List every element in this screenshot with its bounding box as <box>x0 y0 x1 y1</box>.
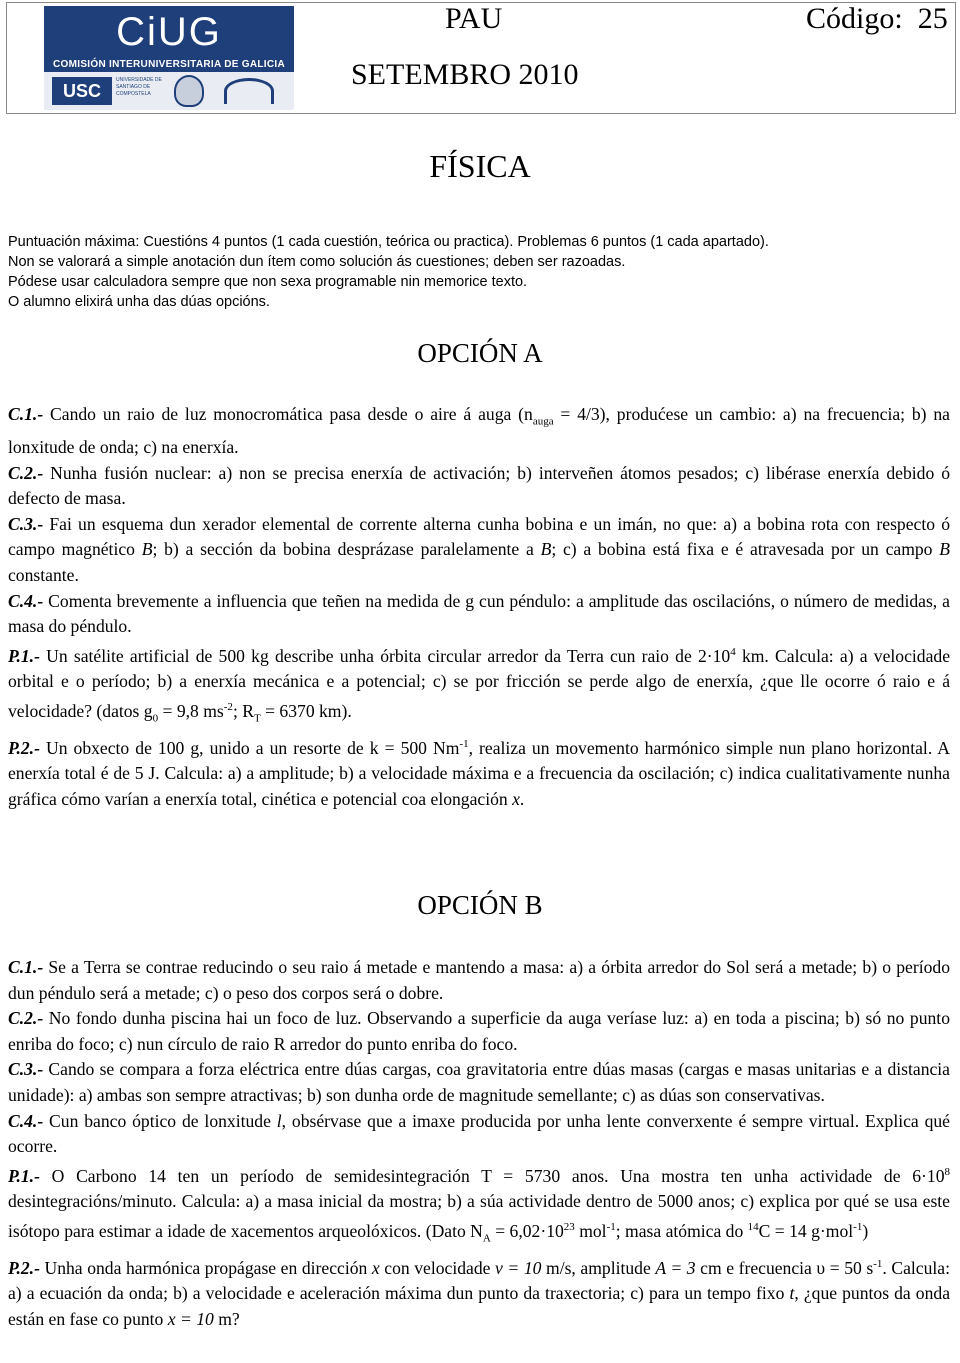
question-c3: C.3.- Fai un esquema dun xerador elemental de corrente alterna cunha bobina e un imán, no que: a) a bobina rota con respecto ó campo magnético B; b) a sección da bobina desprázase paralelamente a B; c) a bobina está fixa e é atravesada por un campo B constante. <box>8 513 950 586</box>
question-c4: C.4.- Cun banco óptico de lonxitude l, obsérvase que a imaxe producida por unha lente converxente é sempre virtual. Explica qué ocorre. <box>8 1110 950 1157</box>
exam-session: SETEMBRO 2010 <box>351 58 579 91</box>
university-emblem-icon <box>174 75 204 107</box>
code-label: Código: <box>806 2 903 35</box>
subject-title: FÍSICA <box>429 148 531 184</box>
question-c4: C.4.- Comenta brevemente a influencia que teñen na medida de g cun péndulo: a amplitude das oscilacións, o número de medidas, a masa do péndulo. <box>8 590 950 637</box>
option-b-title: OPCIÓN B <box>417 890 543 920</box>
option-a-questions <box>8 402 950 813</box>
logo-university-strip <box>44 72 294 110</box>
exam-code <box>806 2 948 36</box>
rule-line: Pódese usar calculadora sempre que non sexa programable nin memorice texto. <box>8 274 528 290</box>
question-c3: C.3.- Cando se compara a forza eléctrica entre dúas cargas, coa gravitatoria entre dúas masas (cargas e masas unitarias e a distancia unidade): a) ambas son sempre atractivas; b) son dunha orde de magnitude semellante; c) as dúas son conservativas. <box>8 1059 950 1105</box>
problem-p2: P.2.- Un obxecto de 100 g, unido a un resorte de k = 500 $Nm^{-1}$, realiza un movemento harmónico simple nun plano horizontal. A enerxía total é de 5 J. Calcula: a) a amplitude; b) a velocidade máxima e a frecuencia da oscilación; c) indica cualitativamente nunha gráfica cómo varían a enerxía total, cinética e potencial coa elongación x. <box>8 737 950 809</box>
usc-logo: USC <box>52 77 112 105</box>
problem-p1: P.1.- O Carbono 14 ten un período de semidesintegración T = 5730 anos. Una mostra ten unha actividade de $6\cdot 10^8$ desintegracións/minuto. Calcula: a) a masa inicial da mostra; b) a súa actividade dentro de 5000 anos; c) explica por qué se usa este isótopo para estimar a idade de xacementos arqueolóxicos. (Dato $N_A = 6,02\cdot 10^{23}$ mol$^{-1}$; masa atómica do $^{14}$C = 14 g·mol$^{-1}$) <box>8 1165 950 1245</box>
exam-rules <box>8 232 948 312</box>
option-b-questions <box>8 955 950 1332</box>
rule-line: Non se valorará a simple anotación dun ítem como solución ás cuestiones; deben ser razoadas. <box>8 254 626 270</box>
code-value: 25 <box>917 2 948 35</box>
exam-name: PAU <box>445 2 503 35</box>
problem-p2: P.2.- Unha onda harmónica propágase en dirección x con velocidade v = 10 m/s, amplitude A = 3 cm e frecuencia υ = 50 $s^{-1}$. Calcula: a) a ecuación da onda; b) a velocidade e aceleración máxima dun punto da traxectoria; c) para un tempo fixo t, ¿que puntos da onda están en fase co punto x = 10 m? <box>8 1257 951 1329</box>
ciug-logo <box>44 6 294 110</box>
question-c1: C.1.- Se a Terra se contrae reducindo o seu raio á metade e mantendo a masa: a) a órbita arredor do Sol será a metade; b) o período dun péndulo será a metade; c) o peso dos corpos será o dobre. <box>8 957 950 1003</box>
university-arch-icon <box>224 78 274 104</box>
question-c1: C.1.- Cando un raio de luz monocromática pasa desde o aire á auga $(n_{auga} = 4/3)$, produćese un cambio: a) na frecuencia; b) na lonxitude de onda; c) na enerxía. <box>8 404 950 458</box>
usc-text: UNIVERSIDADE DE SANTIAGO DE COMPOSTELA <box>116 77 162 97</box>
option-a-title: OPCIÓN A <box>417 338 543 368</box>
rule-line: O alumno elixirá unha das dúas opcións. <box>8 294 270 310</box>
question-c2: C.2.- Nunha fusión nuclear: a) non se precisa enerxía de activación; b) interveñen átomos pesados; c) libérase enerxía debido ó defecto de masa. <box>8 462 950 509</box>
rule-line: Puntuación máxima: Cuestións 4 puntos (1 cada cuestión, teórica ou practica). Problemas 6 puntos (1 cada apartado). <box>8 234 769 250</box>
problem-p1: P.1.- Un satélite artificial de 500 kg describe unha órbita circular arredor da Terra cun raio de $2\cdot 10^4$ km. Calcula: a) a velocidade orbital e o período; b) a enerxía mecánica e a potencial; c) se por fricción se perde algo de enerxía, ¿que lle ocorre ó raio e á velocidade? (datos $g_0 = 9,8$ $ms^{-2}$; $R_T = 6370$ km). <box>8 645 950 725</box>
logo-title: CiUG <box>44 6 294 58</box>
question-c2: C.2.- No fondo dunha piscina hai un foco de luz. Observando a superficie da auga veríase luz: a) en toda a piscina; b) só no punto enriba do foco; c) nun círculo de raio R arredor do punto enriba do foco. <box>8 1008 950 1054</box>
logo-subtitle: COMISIÓN INTERUNIVERSITARIA DE GALICIA <box>44 58 294 72</box>
